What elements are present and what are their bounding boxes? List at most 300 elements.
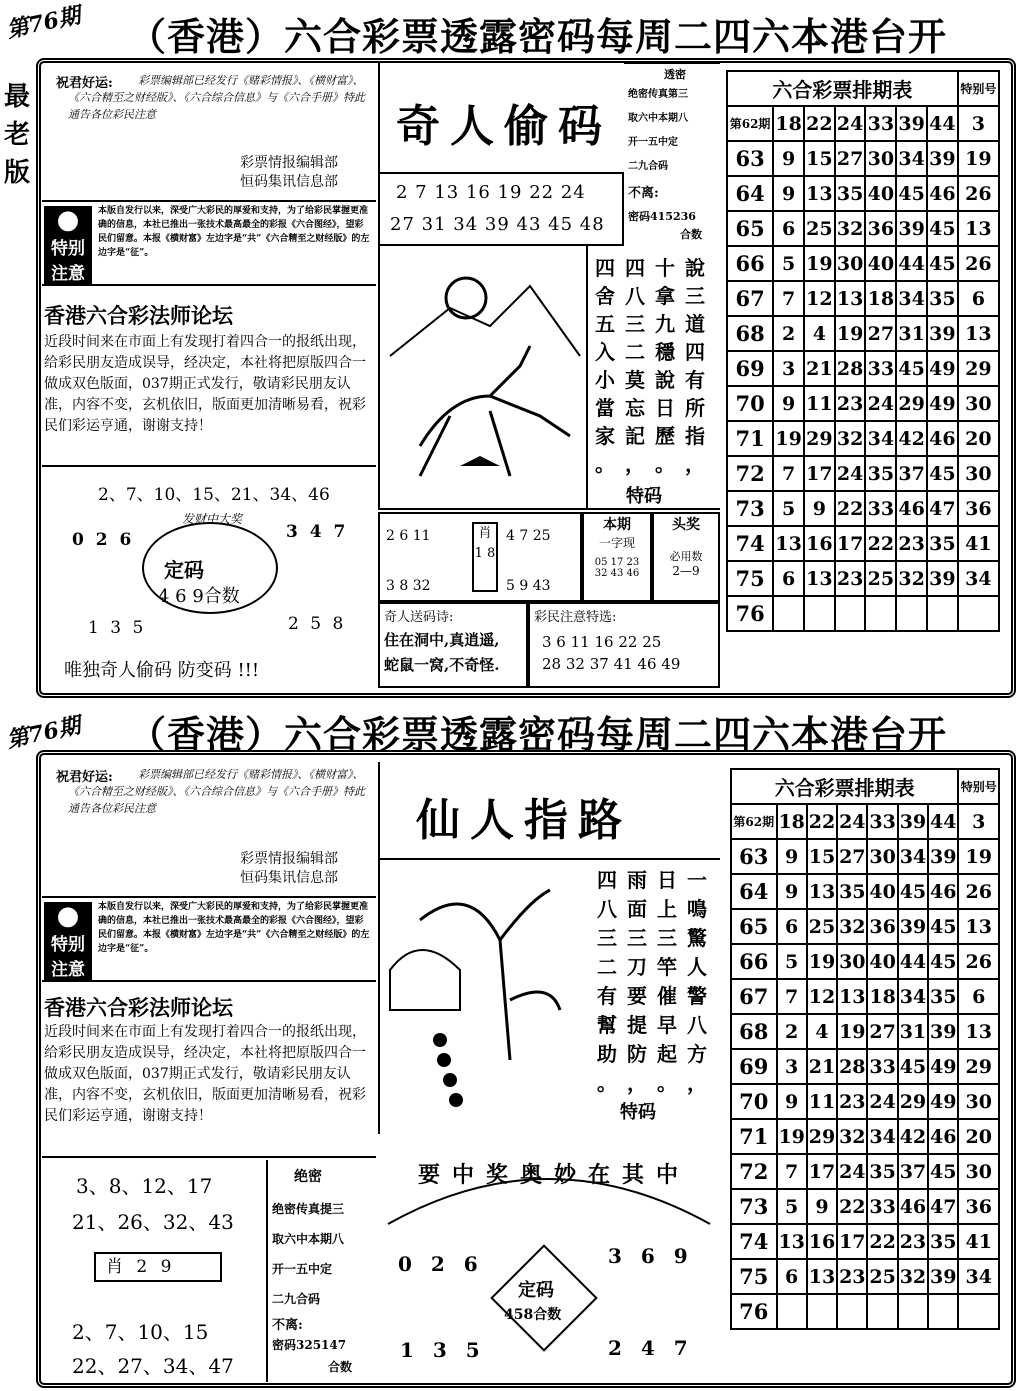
poem-char: 竿 [657, 955, 677, 979]
table-row [727, 526, 999, 561]
number-cell: 45 [927, 456, 958, 491]
special-number-cell: 26 [958, 944, 999, 979]
secret-line: 取六中本期八 [628, 113, 688, 124]
number-cell: 23 [835, 561, 866, 596]
number-cell: 32 [898, 1259, 928, 1294]
number-cell: 28 [835, 351, 866, 386]
number-cell: 11 [804, 386, 835, 421]
poem-char: 警 [687, 984, 707, 1008]
poem-char: 道 [685, 312, 705, 336]
table-row [727, 561, 999, 596]
badge-line1: 特别 [51, 935, 85, 955]
badge-line2: 注意 [51, 264, 85, 284]
number-cell: 39 [928, 1259, 958, 1294]
special-number-cell: 6 [958, 979, 999, 1014]
top-title: 奇人偷码 [396, 101, 612, 152]
period-cell: 68 [731, 1014, 777, 1049]
number-cell: 13 [773, 526, 804, 561]
number-cell: 46 [927, 421, 958, 456]
number-rows-box [378, 172, 624, 246]
number-cell: 45 [928, 944, 958, 979]
table-title: 六合彩票排期表 [731, 769, 958, 804]
number-cell: 34 [865, 421, 896, 456]
this-issue-nums2: 32 43 46 [594, 568, 640, 579]
greeting-dept1: 彩票情报编辑部 [240, 155, 338, 171]
table-row [731, 1259, 999, 1294]
period-cell: 74 [727, 526, 773, 561]
period-cell: 74 [731, 1224, 777, 1259]
number-cell: 35 [927, 281, 958, 316]
number-cell: 40 [865, 246, 896, 281]
oldest-edition: 最老版 [4, 82, 31, 188]
secret-line: 透密 [664, 68, 686, 81]
number-cell: 24 [835, 456, 866, 491]
number-cell: 6 [773, 561, 804, 596]
table-title: 六合彩票排期表 [727, 71, 958, 106]
poem-char: 人 [687, 955, 707, 979]
period-cell: 第62期 [727, 106, 773, 141]
issue-label-2: 第76期 [4, 712, 83, 754]
number-cell: 7 [773, 281, 804, 316]
number-cell: 9 [777, 839, 807, 874]
number-cell: 33 [865, 351, 896, 386]
special-number-cell: 3 [958, 804, 999, 839]
bottom-right-nums: 2 5 8 [288, 614, 347, 634]
number-row-1: 2 7 13 16 19 22 24 [396, 182, 586, 203]
secret-line: 合数 [328, 1360, 353, 1374]
number-cell: 35 [865, 456, 896, 491]
number-cell: 18 [773, 106, 804, 141]
table-row [731, 1154, 999, 1189]
number-cell: 25 [804, 211, 835, 246]
number-cell: 24 [837, 804, 867, 839]
poem-char: 日 [655, 396, 675, 420]
right-top-nums-2: 3 6 9 [608, 1244, 694, 1268]
forum-title: 香港六合彩法师论坛 [44, 303, 233, 328]
number-cell: 44 [896, 246, 927, 281]
fixed-code-sum: 4 6 9合数 [158, 586, 240, 607]
number-list [42, 1160, 268, 1382]
number-cell: 37 [898, 1154, 928, 1189]
sheng-nums: 1 8 [474, 546, 496, 561]
number-cell: 29 [896, 386, 927, 421]
number-cell: 40 [867, 944, 897, 979]
period-cell: 67 [727, 281, 773, 316]
number-cell: 35 [835, 176, 866, 211]
badge-line1: 特别 [51, 239, 85, 259]
number-cell: 22 [807, 804, 837, 839]
poem-char: ， [685, 452, 705, 476]
code-diagram [42, 470, 376, 695]
number-cell: 23 [837, 1259, 867, 1294]
table-row [727, 456, 999, 491]
grid-b-2: 5 9 43 [506, 578, 551, 594]
number-cell: 18 [777, 804, 807, 839]
number-cell: 4 [804, 316, 835, 351]
poem-char: 四 [685, 340, 705, 364]
number-cell: 35 [837, 874, 867, 909]
number-cell: 25 [867, 1259, 897, 1294]
sheng-box [472, 522, 498, 592]
diamond-diagram [378, 1134, 720, 1384]
number-cell: 31 [898, 1014, 928, 1049]
poem-char: 八 [687, 1013, 707, 1037]
number-cell: 40 [865, 176, 896, 211]
special-number-cell: 30 [958, 386, 999, 421]
headline-2: （香港）六合彩票透露密码每周二四六本港台开 [128, 712, 948, 757]
number-cell: 6 [777, 909, 807, 944]
special-notice-2 [42, 896, 376, 982]
table-row [727, 176, 999, 211]
poem-char: 。 [655, 452, 675, 476]
secret-line: 不离: [628, 186, 659, 201]
poem-char: 莫 [625, 368, 645, 392]
table-row [727, 141, 999, 176]
number-cell: 9 [773, 176, 804, 211]
number-cell: 30 [867, 839, 897, 874]
number-cell: 30 [837, 944, 867, 979]
period-cell: 66 [731, 944, 777, 979]
number-cell: 45 [927, 246, 958, 281]
period-cell: 72 [727, 456, 773, 491]
special-number-cell: 13 [958, 1014, 999, 1049]
poem-char: 五 [595, 312, 615, 336]
number-cell: 22 [865, 526, 896, 561]
poem-char: 三 [627, 926, 647, 950]
number-cell: 24 [835, 106, 866, 141]
period-cell: 64 [731, 874, 777, 909]
number-cell: 22 [867, 1224, 897, 1259]
special-number-cell: 19 [958, 141, 999, 176]
poem-char: 家 [595, 424, 615, 448]
secret-line: 绝密传真提三 [272, 1202, 345, 1216]
poem-char: 三 [685, 284, 705, 308]
greeting-title: 祝君好运: [56, 76, 113, 91]
number-cell: 45 [898, 1049, 928, 1084]
secret-line: 不离: [272, 1318, 303, 1333]
secret-line: 绝密 [294, 1169, 322, 1185]
period-cell: 71 [727, 421, 773, 456]
number-cell: 13 [837, 979, 867, 1014]
number-cell [807, 1294, 837, 1329]
number-cell: 12 [807, 979, 837, 1014]
special-number-cell: 6 [958, 281, 999, 316]
period-cell: 第62期 [731, 804, 777, 839]
special-notice-text: 本版自发行以来，深受广大彩民的厚爱和支持，为了给彩民掌握更准确的信息，本社已推出一张技术最高最全的彩报《六合图经》，望彩民们留意。本报《横财富》左边字是“共”《六合精至之财经版》的左边字是“征”。 [98, 206, 370, 258]
list-line-2: 21、26、32、43 [72, 1210, 234, 1234]
number-cell [867, 1294, 897, 1329]
poem-char: 九 [655, 312, 675, 336]
bomb-icon: ● [56, 205, 80, 235]
number-cell [837, 1294, 867, 1329]
bottom-slogan: 唯独奇人偷码 防变码 !!! [64, 660, 260, 681]
table-row [731, 944, 999, 979]
poem-char: 入 [595, 340, 615, 364]
forum-text: 近段时间来在市面上有发现打着四合一的报纸出现，给彩民朋友造成误导，经决定，本社将把原版四合一做成双色版面，037期正式发行，敬请彩民朋友认准，内容不变，玄机依旧，版面更加清晰易看，祝彩民们彩运亨通，谢谢支持！ [44, 1024, 366, 1124]
table-row [731, 1224, 999, 1259]
bomb-icon: ● [56, 901, 80, 931]
special-number-cell: 30 [958, 1084, 999, 1119]
number-cell: 16 [804, 526, 835, 561]
bottom-title: 仙人指路 [416, 795, 632, 846]
number-cell: 13 [807, 874, 837, 909]
number-cell: 42 [898, 1119, 928, 1154]
number-cell: 27 [867, 1014, 897, 1049]
arc-text: 发财中大奖 [182, 512, 243, 526]
number-cell: 21 [804, 351, 835, 386]
number-cell: 33 [867, 1049, 897, 1084]
this-issue-title: 本期 [603, 517, 631, 533]
number-cell: 35 [928, 1224, 958, 1259]
deer-illustration [378, 246, 588, 510]
poem-char: 歷 [655, 424, 675, 448]
number-cell: 13 [804, 176, 835, 211]
period-cell: 70 [727, 386, 773, 421]
period-cell: 67 [731, 979, 777, 1014]
number-cell: 46 [898, 1189, 928, 1224]
number-cell: 24 [865, 386, 896, 421]
poem-char: 刀 [627, 955, 647, 979]
period-cell: 71 [731, 1119, 777, 1154]
number-row-2: 27 31 34 39 43 45 48 [390, 214, 605, 235]
poem-char: 助 [597, 1042, 617, 1066]
number-cell: 34 [896, 281, 927, 316]
number-cell: 49 [927, 386, 958, 421]
number-cell: 33 [867, 804, 897, 839]
secret-line: 二九合码 [272, 1292, 321, 1306]
number-cell: 24 [837, 1154, 867, 1189]
first-prize-sub: 必用数 [669, 550, 703, 563]
poem-char: 說 [655, 368, 675, 392]
number-cell: 29 [804, 421, 835, 456]
number-cell: 5 [773, 246, 804, 281]
fixed-code-label-2: 定码 [518, 1280, 554, 1301]
poem-char: 三 [597, 926, 617, 950]
this-issue-box [582, 512, 652, 602]
poem-char: 舍 [595, 284, 615, 308]
number-cell: 34 [867, 1119, 897, 1154]
number-cell: 49 [928, 1084, 958, 1119]
number-cell: 17 [807, 1154, 837, 1189]
secret-line: 二九合码 [628, 161, 668, 172]
poem-char: 十 [655, 256, 675, 280]
number-cell: 13 [804, 561, 835, 596]
left-nums: 0 2 6 [72, 530, 135, 550]
poem-gift-line1: 住在洞中,真逍遥, [384, 631, 500, 649]
greeting-body: 彩票编辑部已经发行《赌彩情报》、《横财富》、《六合精至之财经版》、《六合综合信息》与《六合手册》特此通告各位彩民注意 [68, 74, 365, 121]
number-cell: 30 [835, 246, 866, 281]
number-cell: 19 [773, 421, 804, 456]
special-number-cell: 36 [958, 1189, 999, 1224]
poem-char: 一 [687, 868, 707, 892]
special-number-cell: 26 [958, 176, 999, 211]
period-cell: 70 [731, 1084, 777, 1119]
number-cell: 17 [837, 1224, 867, 1259]
period-cell: 69 [727, 351, 773, 386]
greeting-block-2 [50, 764, 376, 894]
number-cell [777, 1294, 807, 1329]
grid-b-1: 4 7 25 [506, 528, 551, 544]
poem-char: 拿 [655, 284, 675, 308]
poem-char: 鳴 [687, 897, 707, 921]
number-cell: 46 [927, 176, 958, 211]
special-number-cell: 13 [958, 316, 999, 351]
number-cell [804, 596, 835, 631]
special-number-header: 特别号 [958, 769, 999, 804]
poem-char: 有 [597, 984, 617, 1008]
special-notice [42, 200, 376, 286]
greeting-dept2: 恒码集讯信息部 [240, 870, 338, 886]
tree-illustration [378, 858, 590, 1134]
number-cell: 23 [835, 386, 866, 421]
poem-char: 雨 [627, 868, 647, 892]
number-cell: 12 [804, 281, 835, 316]
period-cell: 72 [731, 1154, 777, 1189]
period-cell: 76 [727, 596, 773, 631]
number-cell: 13 [777, 1224, 807, 1259]
headline: （香港）六合彩票透露密码每周二四六本港台开 [128, 14, 948, 59]
forum-title: 香港六合彩法师论坛 [44, 995, 233, 1020]
number-cell: 32 [835, 421, 866, 456]
special-number-cell: 29 [958, 351, 999, 386]
number-cell: 33 [867, 1189, 897, 1224]
special-notice-badge [44, 902, 92, 980]
issue-label: 第76期 [4, 2, 83, 44]
poem-char: 驚 [687, 926, 707, 950]
special-number-header: 特别号 [958, 71, 999, 106]
number-cell: 6 [773, 211, 804, 246]
table-row [731, 874, 999, 909]
number-cell: 13 [835, 281, 866, 316]
special-number-cell: 34 [958, 1259, 999, 1294]
number-cell: 19 [837, 1014, 867, 1049]
number-cell: 22 [804, 106, 835, 141]
greeting-body: 彩票编辑部已经发行《赌彩情报》、《横财富》、《六合精至之财经版》、《六合综合信息》与《六合手册》特此通告各位彩民注意 [68, 768, 365, 815]
number-cell: 39 [927, 141, 958, 176]
special-notice-badge [44, 206, 92, 284]
poem-char: 小 [595, 368, 615, 392]
table-row [727, 106, 999, 141]
number-cell: 17 [835, 526, 866, 561]
fixed-code-label: 定码 [164, 558, 204, 582]
number-cell: 35 [927, 526, 958, 561]
number-cell [773, 596, 804, 631]
number-cell: 17 [804, 456, 835, 491]
special-number-cell: 20 [958, 1119, 999, 1154]
poem-char: 。 [597, 1071, 617, 1095]
number-cell: 45 [927, 211, 958, 246]
secret-line: 开一五中定 [272, 1262, 333, 1276]
number-cell: 18 [865, 281, 896, 316]
number-cell: 5 [777, 1189, 807, 1224]
number-cell: 9 [773, 386, 804, 421]
secret-line: 开一五中定 [628, 137, 678, 148]
number-cell: 11 [807, 1084, 837, 1119]
special-number-cell [958, 1294, 999, 1329]
forum-block [42, 292, 376, 467]
poem-char: 三 [657, 926, 677, 950]
poem-char: 。 [595, 452, 615, 476]
first-prize-box [652, 512, 720, 602]
period-cell: 65 [727, 211, 773, 246]
number-cell: 25 [807, 909, 837, 944]
table-row [731, 909, 999, 944]
number-cell: 3 [773, 351, 804, 386]
special-number-cell: 29 [958, 1049, 999, 1084]
poem-char: 四 [595, 256, 615, 280]
number-cell: 35 [867, 1154, 897, 1189]
number-cell: 5 [773, 491, 804, 526]
number-cell: 44 [927, 106, 958, 141]
number-cell: 25 [865, 561, 896, 596]
number-cell: 24 [867, 1084, 897, 1119]
period-cell: 63 [731, 839, 777, 874]
number-cell: 9 [804, 491, 835, 526]
poem-char: 提 [627, 1013, 647, 1037]
period-cell: 69 [731, 1049, 777, 1084]
number-cell: 39 [928, 1014, 958, 1049]
special-number-cell: 20 [958, 421, 999, 456]
bottom-title-box [378, 762, 720, 858]
special-code-label: 特码 [626, 486, 662, 507]
secret-line: 合数 [680, 228, 702, 241]
left-bottom-nums: 1 3 5 [400, 1338, 486, 1362]
number-cell: 39 [927, 316, 958, 351]
attention-title: 彩民注意特选: [534, 610, 617, 625]
period-cell: 65 [731, 909, 777, 944]
number-cell: 19 [777, 1119, 807, 1154]
poem-char: 要 [627, 984, 647, 1008]
number-cell: 44 [928, 804, 958, 839]
number-cell: 7 [773, 456, 804, 491]
secret-line: 密码325147 [272, 1338, 347, 1352]
number-cell: 32 [835, 211, 866, 246]
table-row [727, 491, 999, 526]
number-cell: 27 [865, 316, 896, 351]
number-cell [865, 596, 896, 631]
number-cell: 27 [835, 141, 866, 176]
poem-char: 催 [657, 984, 677, 1008]
period-cell: 75 [727, 561, 773, 596]
poem-char: 方 [687, 1042, 707, 1066]
pick-grid [378, 512, 582, 602]
table-row [727, 596, 999, 631]
number-cell: 39 [898, 804, 928, 839]
table-row [731, 1294, 999, 1329]
number-cell: 47 [927, 491, 958, 526]
top-title-box [378, 62, 624, 172]
greeting-block [50, 70, 376, 200]
period-cell: 75 [731, 1259, 777, 1294]
forum-block-2 [42, 988, 376, 1158]
list-line-3: 2、7、10、15 [72, 1320, 209, 1344]
number-cell: 23 [898, 1224, 928, 1259]
forum-text: 近段时间来在市面上有发现打着四合一的报纸出现，给彩民朋友造成误导，经决定，本社将把原版四合一做成双色版面，037期正式发行，敬请彩民朋友认准，内容不变，玄机依旧，版面更加清晰易看，祝彩民们彩运亨通，谢谢支持！ [44, 334, 366, 434]
number-cell [896, 596, 927, 631]
number-cell [835, 596, 866, 631]
secret-box [624, 62, 720, 246]
special-number-cell: 13 [958, 909, 999, 944]
number-cell: 40 [867, 874, 897, 909]
table-row [727, 421, 999, 456]
special-code-label-2: 特码 [620, 1102, 656, 1123]
special-number-cell: 30 [958, 1154, 999, 1189]
number-cell: 45 [896, 351, 927, 386]
attention-box [528, 602, 720, 688]
number-cell: 39 [928, 839, 958, 874]
poem-char: 二 [625, 340, 645, 364]
this-issue-sub: 一字现 [598, 536, 635, 550]
